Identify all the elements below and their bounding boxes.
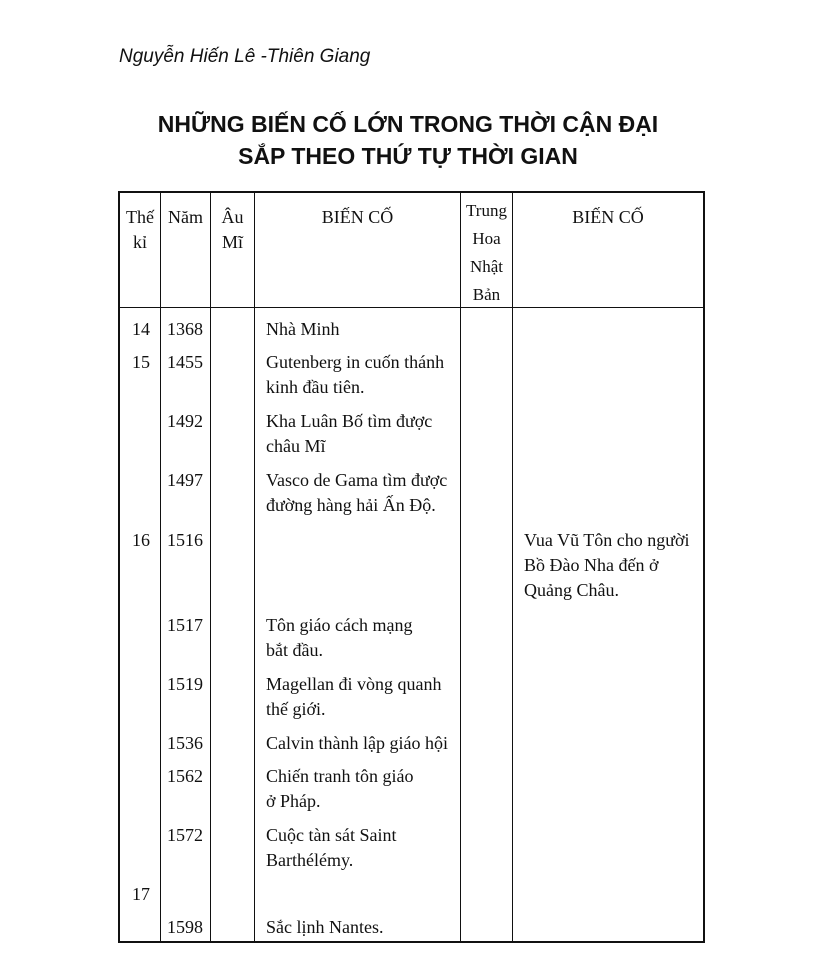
west-event-cell-line: châu Mĩ bbox=[266, 436, 326, 456]
header-europe-america bbox=[211, 205, 254, 255]
year-cell bbox=[167, 528, 210, 553]
century-cell-line: 17 bbox=[132, 884, 150, 904]
century-cell bbox=[132, 528, 160, 553]
year-cell bbox=[167, 915, 210, 940]
year-cell-line: 1517 bbox=[167, 615, 203, 635]
year-cell bbox=[167, 468, 210, 493]
year-cell-line: 1516 bbox=[167, 530, 203, 550]
year-cell bbox=[167, 731, 210, 756]
header-china-japan bbox=[461, 197, 512, 309]
header-year: Năm bbox=[168, 207, 203, 227]
header-events-east: BIẾN CỐ bbox=[572, 207, 644, 227]
header-euro-line: Âu bbox=[221, 207, 244, 227]
year-cell bbox=[167, 613, 210, 638]
west-event-cell-line: đường hàng hải Ấn Độ. bbox=[266, 495, 436, 515]
west-event-cell bbox=[266, 731, 466, 756]
west-event-cell-line: bắt đầu. bbox=[266, 640, 323, 660]
year-cell-line: 1368 bbox=[167, 319, 203, 339]
east-event-cell-line: Vua Vũ Tôn cho người bbox=[524, 530, 690, 550]
west-event-cell-line: Tôn giáo cách mạng bbox=[266, 615, 413, 635]
century-cell-line: 16 bbox=[132, 530, 150, 550]
west-event-cell-line: Chiến tranh tôn giáo bbox=[266, 766, 414, 786]
west-event-cell-line: kinh đầu tiên. bbox=[266, 377, 365, 397]
west-event-cell-line: Nhà Minh bbox=[266, 319, 340, 339]
year-cell bbox=[167, 350, 210, 375]
west-event-cell-line: Gutenberg in cuốn thánh bbox=[266, 352, 445, 372]
header-asia-line: Nhật bbox=[469, 257, 504, 276]
west-event-cell-line: Magellan đi vòng quanh bbox=[266, 674, 442, 694]
year-cell-line: 1562 bbox=[167, 766, 203, 786]
column-divider bbox=[210, 191, 211, 943]
west-event-cell-line: Vasco de Gama tìm được bbox=[266, 470, 448, 490]
header-divider bbox=[118, 307, 705, 308]
west-event-cell bbox=[266, 350, 466, 400]
west-event-cell bbox=[266, 764, 466, 814]
column-divider bbox=[254, 191, 255, 943]
page-title-line-1: NHỮNG BIẾN CỐ LỚN TRONG THỜI CẬN ĐẠI bbox=[157, 111, 659, 137]
year-cell bbox=[167, 672, 210, 697]
header-asia-line: Trung bbox=[466, 201, 507, 220]
author-name: Nguyễn Hiến Lê -Thiên Giang bbox=[119, 46, 371, 67]
year-cell-line: 1572 bbox=[167, 825, 203, 845]
year-cell bbox=[167, 823, 210, 848]
west-event-cell bbox=[266, 317, 466, 342]
year-cell-line: 1536 bbox=[167, 733, 203, 753]
west-event-cell bbox=[266, 672, 466, 722]
header-century bbox=[120, 205, 160, 255]
west-event-cell bbox=[266, 409, 466, 459]
column-divider bbox=[512, 191, 513, 943]
west-event-cell-line: Cuộc tàn sát Saint bbox=[266, 825, 397, 845]
header-century-line: kỉ bbox=[132, 232, 147, 252]
year-cell-line: 1492 bbox=[167, 411, 203, 431]
year-cell-line: 1455 bbox=[167, 352, 203, 372]
year-cell bbox=[167, 764, 210, 789]
header-events-west: BIẾN CỐ bbox=[321, 207, 394, 227]
east-event-cell bbox=[524, 528, 704, 603]
header-euro-line: Mĩ bbox=[221, 232, 243, 252]
header-century-line: Thế bbox=[126, 207, 154, 227]
century-cell bbox=[132, 882, 160, 907]
east-event-cell-line: Bồ Đào Nha đến ở bbox=[524, 555, 659, 575]
west-event-cell-line: ở Pháp. bbox=[266, 791, 321, 811]
page-title-line-2: SẮP THEO THỨ TỰ THỜI GIAN bbox=[238, 143, 578, 169]
west-event-cell-line: Kha Luân Bố tìm được bbox=[266, 411, 433, 431]
year-cell bbox=[167, 409, 210, 434]
century-cell-line: 14 bbox=[132, 319, 150, 339]
year-cell-line: 1598 bbox=[167, 917, 203, 937]
header-asia-line: Bản bbox=[472, 285, 501, 304]
west-event-cell-line: Sắc lịnh Nantes. bbox=[266, 917, 384, 937]
east-event-cell-line: Quảng Châu. bbox=[524, 580, 619, 600]
header-asia-line: Hoa bbox=[472, 229, 501, 248]
west-event-cell bbox=[266, 613, 466, 663]
west-event-cell-line: Calvin thành lập giáo hội bbox=[266, 733, 448, 753]
west-event-cell bbox=[266, 915, 466, 940]
year-cell-line: 1497 bbox=[167, 470, 203, 490]
century-cell-line: 15 bbox=[132, 352, 150, 372]
year-cell bbox=[167, 317, 210, 342]
west-event-cell-line: thế giới. bbox=[266, 699, 326, 719]
west-event-cell bbox=[266, 468, 466, 518]
west-event-cell-line: Barthélémy. bbox=[266, 850, 354, 870]
column-divider bbox=[160, 191, 161, 943]
west-event-cell bbox=[266, 823, 466, 873]
century-cell bbox=[132, 350, 160, 375]
century-cell bbox=[132, 317, 160, 342]
year-cell-line: 1519 bbox=[167, 674, 203, 694]
